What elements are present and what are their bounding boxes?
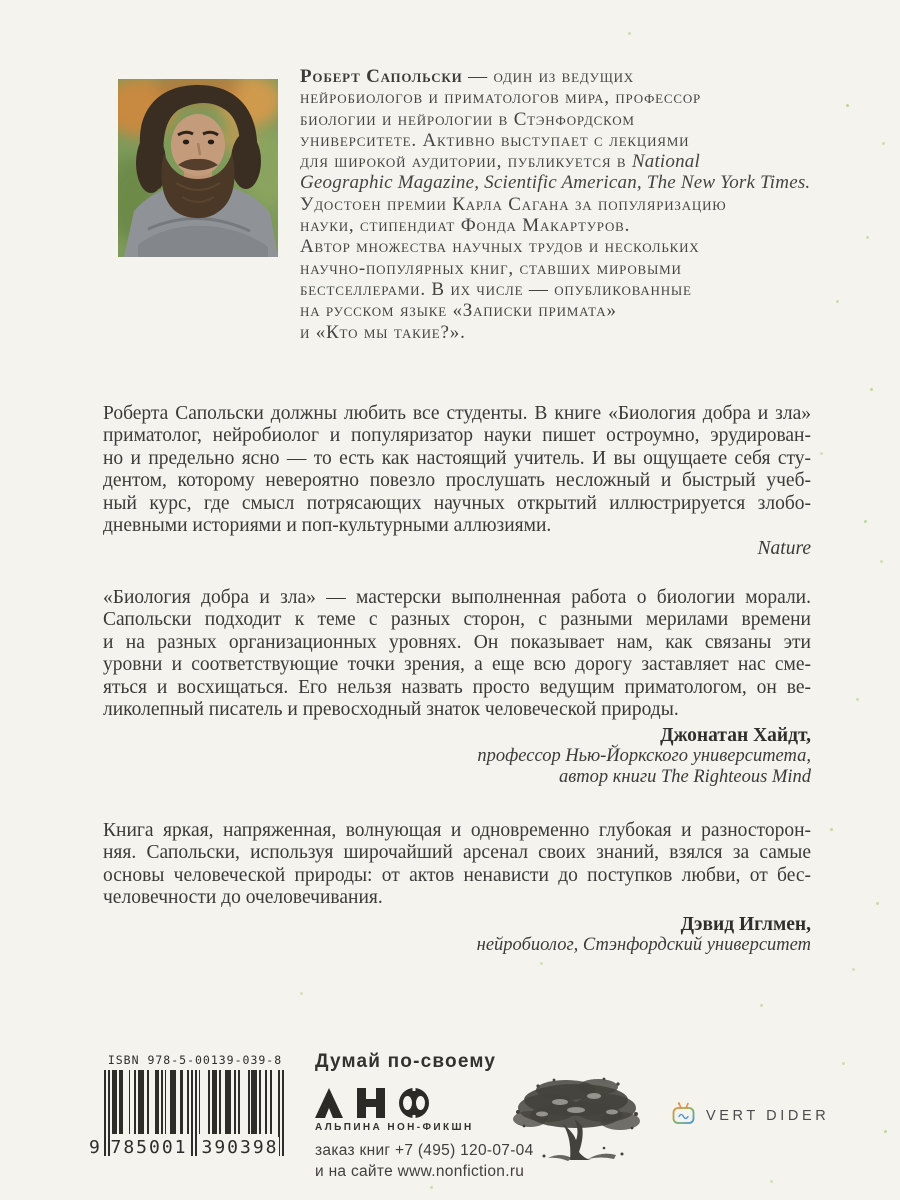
bio-line: нейробиологов и приматологов мира, профессор	[300, 87, 702, 109]
review-eagleman	[103, 820, 811, 956]
vert-dider-logo	[671, 1102, 829, 1130]
bio-line: Удостоен премии Карла Сагана за популяризацию	[300, 193, 727, 215]
review-line: но и предельно ясно — то есть как настоящий учитель. И вы ощущаете себя сту-	[103, 447, 811, 469]
reviewer-role: профессор Нью-Йоркского университета,	[477, 746, 811, 767]
review-line: няя. Сапольски, используя широчайший арсенал своих знаний, взялся за самые	[103, 842, 811, 864]
review-line: яться и восхищаться. Его нельзя назвать просто ведущим приматологом, он ве-	[103, 676, 811, 698]
review-line: приматолог, нейробиолог и популяризатор науки пишет остроумно, эрудирован-	[103, 425, 811, 447]
review-line: Книга яркая, напряженная, волнующая и одновременно глубокая и разносторон-	[103, 820, 811, 841]
isbn-barcode	[89, 1053, 286, 1158]
barcode-digit-first: 9	[89, 1137, 100, 1158]
bio-line: и «Кто мы такие?».	[300, 321, 466, 343]
review-line: человечности до очеловечивания.	[103, 887, 383, 909]
publisher-order-line: заказ книг +7 (495) 120-07-04	[315, 1142, 534, 1159]
review-line: ликолепный писатель и превосходный знаток человеческой природы.	[103, 699, 679, 721]
bio-line: Geographic Magazine, Scientific American, The New York Times.	[300, 172, 811, 194]
author-bio	[300, 66, 820, 343]
tv-icon	[671, 1102, 696, 1130]
review-line: дневными историями и поп-культурными аллюзиями.	[103, 515, 552, 537]
review-attribution	[103, 914, 811, 956]
bio-line: биологии и нейрологии в Стэнфордском	[300, 108, 635, 130]
bio-line: на русском языке «Записки примата»	[300, 300, 617, 322]
reviewer-role: автор книги The Righteous Mind	[559, 767, 811, 788]
author-photo	[118, 79, 278, 257]
author-name: Роберт Сапольски	[300, 66, 463, 87]
reviewer-name: Джонатан Хайдт,	[660, 725, 811, 747]
alpina-nonfiction-logo-icon	[315, 1088, 534, 1118]
review-line: и на разных организационных уровнях. Он показывает нам, как связаны эти	[103, 631, 811, 653]
barcode-digits-left: 785001	[110, 1137, 188, 1158]
review-attribution	[103, 725, 811, 788]
review-line: ный курс, где смысл потрясающих научных открытий иллюстрируется злобо-	[103, 492, 811, 514]
isbn-label: ISBN 978-5-00139-039-8	[107, 1053, 283, 1067]
bio-line: науки, стипендиат Фонда Макартуров.	[300, 215, 631, 237]
reviewer-name: Дэвид Иглмен,	[680, 913, 811, 935]
review-source: Nature	[757, 538, 811, 560]
bio-line: для широкой аудитории, публикуется в National	[300, 151, 700, 173]
barcode-digits-right: 390398	[201, 1137, 279, 1158]
review-line: основы человеческой природы: от актов ненависти до поступков любви, от бес-	[103, 864, 811, 886]
publisher-name: АЛЬПИНА НОН-ФИКШН	[315, 1122, 474, 1133]
publisher-site-line: и на сайте www.nonfiction.ru	[315, 1163, 525, 1180]
tree-logo-icon	[508, 1074, 646, 1167]
review-line: дентом, которому невероятно повезло прослушать несложный и быстрый учеб-	[103, 470, 811, 492]
author-portrait-illustration	[118, 79, 278, 257]
bio-line: бестселлерами. В их числе — опубликованные	[300, 278, 692, 300]
bio-line: Роберт Сапольски — один из ведущих	[300, 66, 634, 87]
review-line: «Биология добра и зла» — мастерски выполненная работа о биологии морали.	[103, 587, 811, 608]
bio-line: университете. Активно выступает с лекциями	[300, 129, 690, 151]
publisher-block	[315, 1051, 534, 1181]
review-haidt	[103, 587, 811, 788]
review-line: уровни и соответствующие точки зрения, а еще всю дорогу заставляет нас сме-	[103, 654, 811, 676]
review-line: Роберта Сапольски должны любить все студенты. В книге «Биология добра и зла»	[103, 403, 811, 424]
vert-dider-label: VERT DIDER	[706, 1108, 830, 1124]
bio-line: научно-популярных книг, ставших мировыми	[300, 257, 682, 279]
review-nature	[103, 403, 811, 561]
review-line: Сапольски подходит к теме с разных сторон, с разными мерилами времени	[103, 609, 811, 631]
bio-line: Автор множества научных трудов и нескольких	[300, 236, 700, 258]
reviewer-role: нейробиолог, Стэнфордский университет	[476, 934, 811, 955]
publisher-slogan: Думай по-своему	[315, 1051, 497, 1072]
